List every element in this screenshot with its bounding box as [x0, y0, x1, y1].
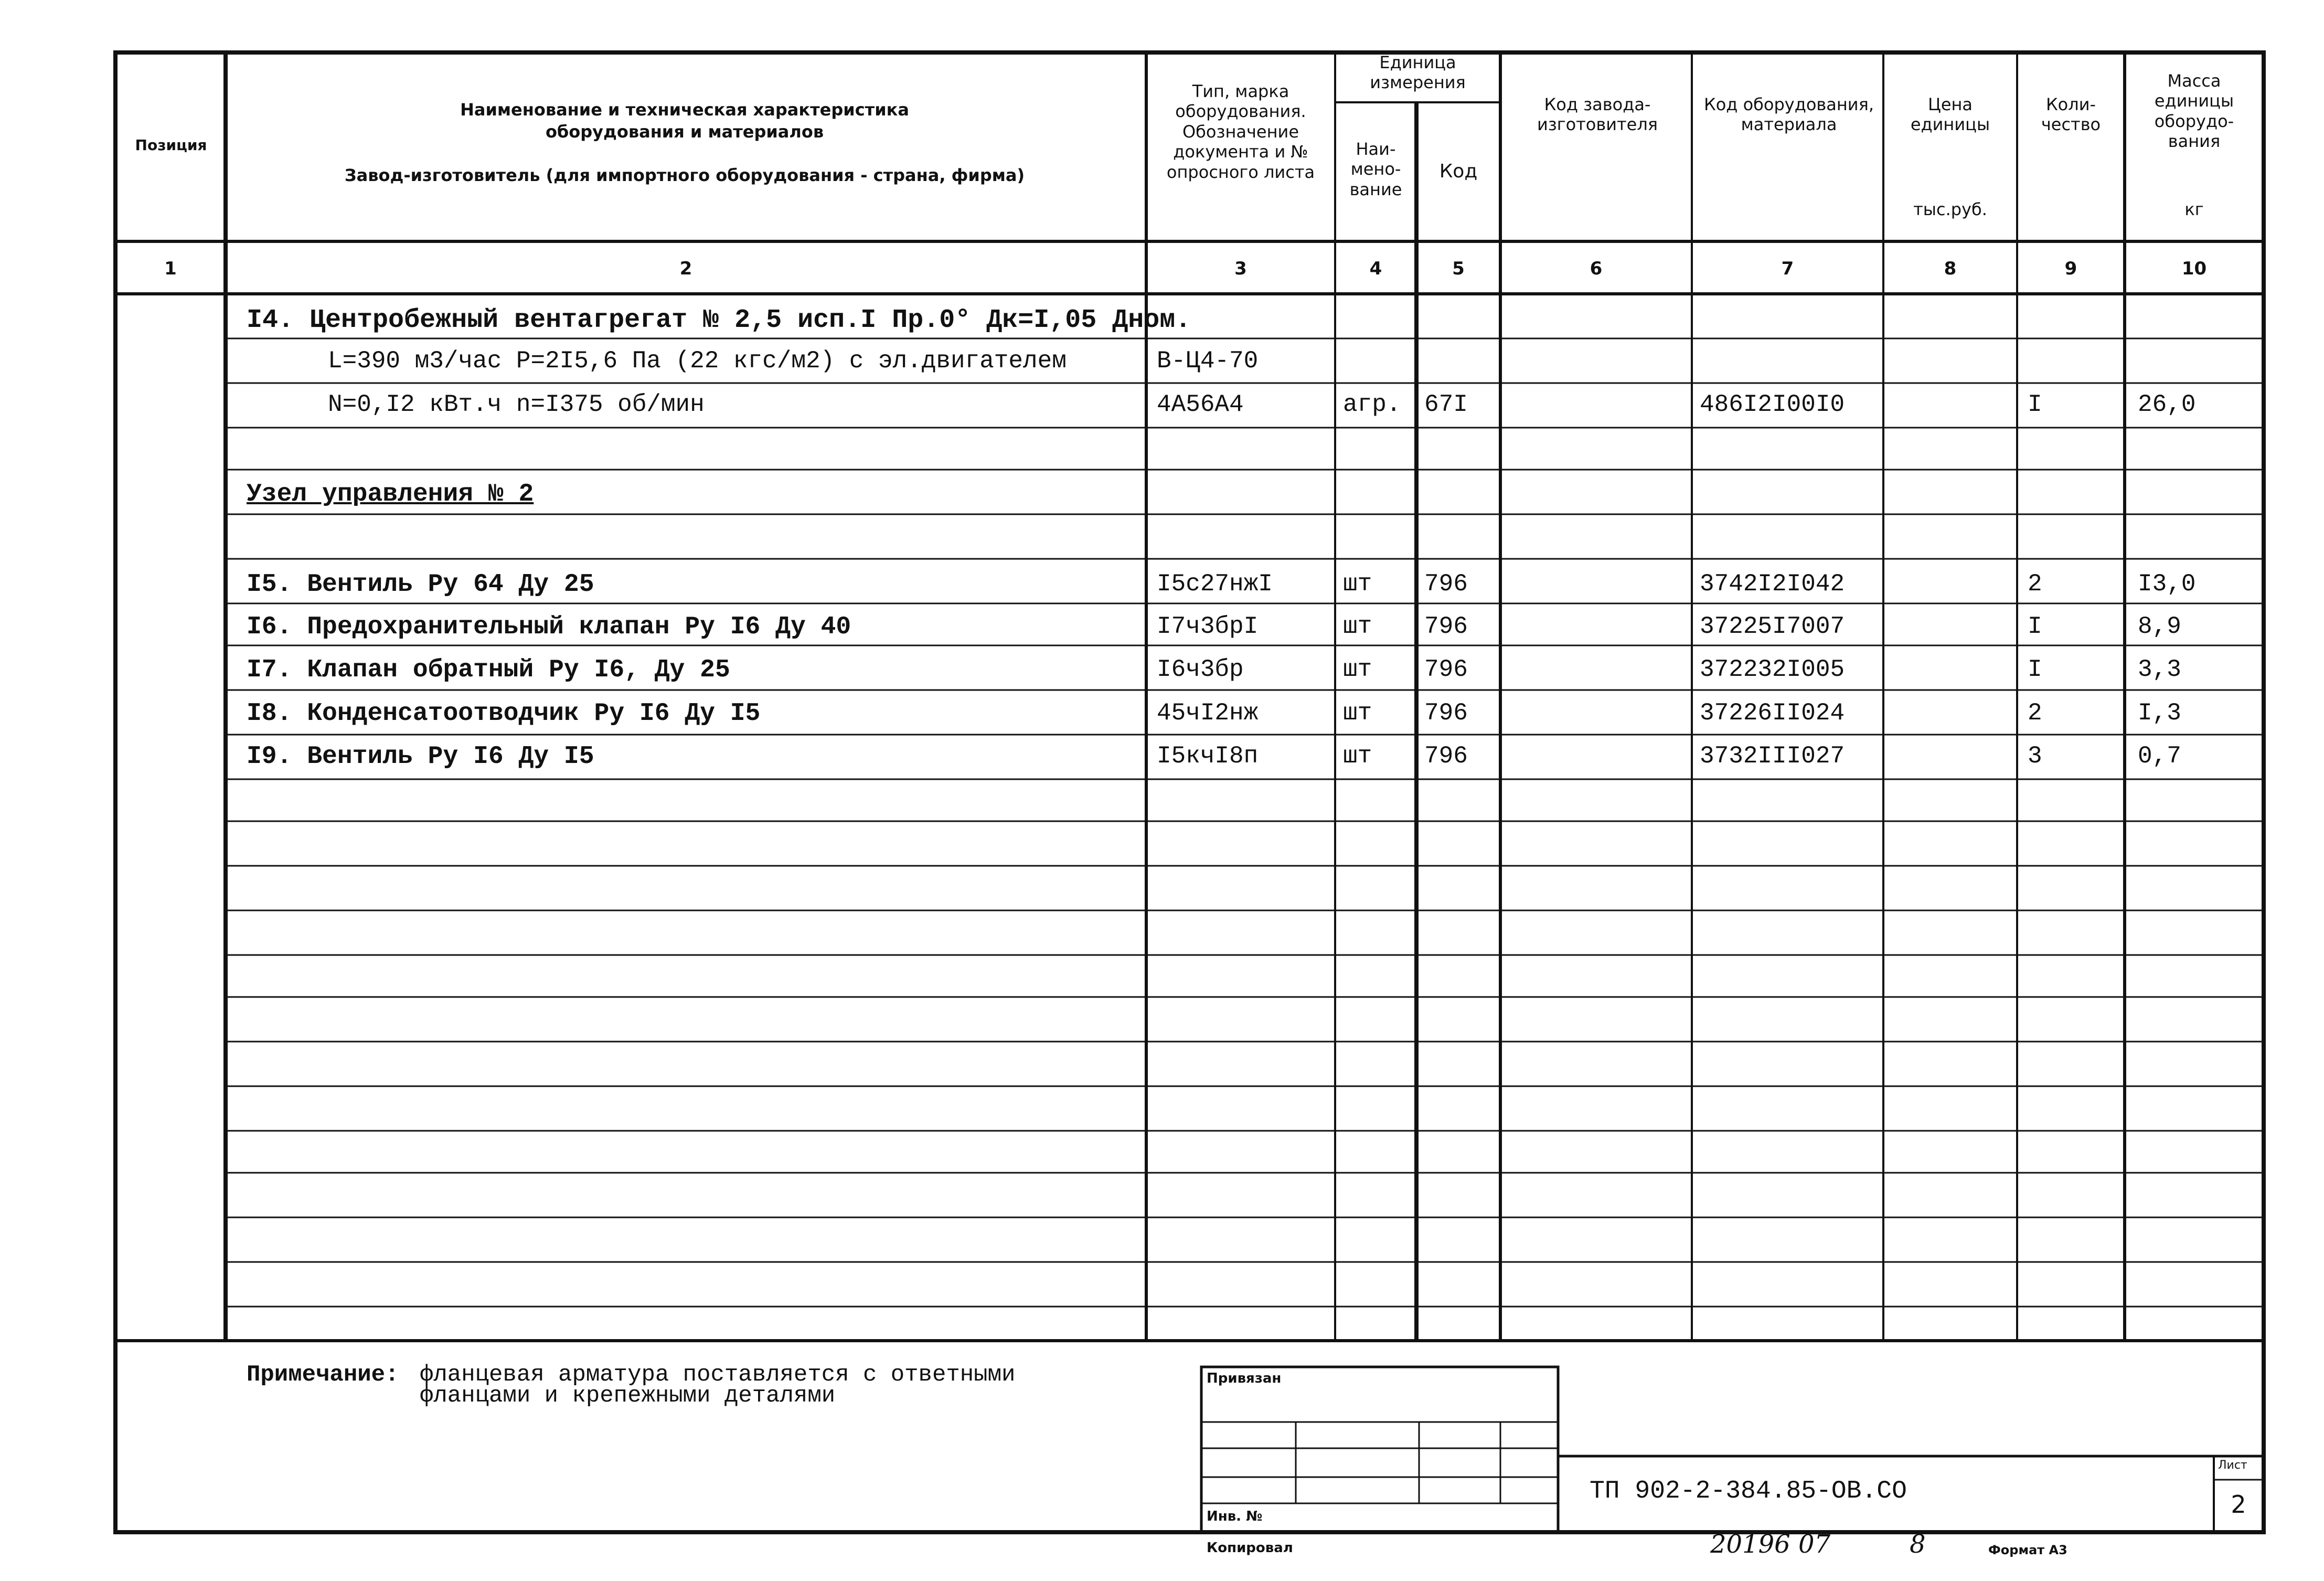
- row-equipment-code: 3742I2I042: [1700, 570, 1845, 598]
- row-mass: 0,7: [2138, 742, 2181, 770]
- column-number: 1: [164, 258, 177, 279]
- row-quantity: I: [2028, 613, 2042, 640]
- row-type: 45чI2нж: [1157, 699, 1259, 727]
- row-name: I7. Клапан обратный Ру I6, Ду 25: [247, 656, 730, 684]
- row-mass: 8,9: [2138, 613, 2181, 640]
- row-equipment-code: 372232I005: [1700, 656, 1845, 683]
- header-unit-group: Единица измерения: [1370, 52, 1466, 93]
- header-name-line1: Наименование и техническая характеристика: [460, 100, 909, 120]
- row-unit: агр.: [1343, 391, 1401, 418]
- row-name: I9. Вентиль Ру I6 Ду I5: [247, 742, 594, 771]
- column-number: 9: [2064, 258, 2077, 279]
- row-name: L=390 м3/час Р=2I5,6 Па (22 кгс/м2) с эл.двигателем: [328, 347, 1067, 375]
- row-unit-code: 796: [1424, 742, 1468, 770]
- header-unit-code: Код: [1439, 161, 1478, 182]
- archive-number: 20196 07: [1710, 1530, 1831, 1559]
- row-type: I5кчI8п: [1157, 742, 1259, 770]
- header-unit-name: Наи- мено- вание: [1349, 139, 1402, 199]
- column-number: 3: [1234, 258, 1247, 279]
- row-type: I7ч3бpI: [1157, 613, 1259, 640]
- row-unit: шт: [1343, 613, 1372, 640]
- document-code: ТП 902-2-384.85-ОВ.СО: [1590, 1477, 1907, 1505]
- row-type: I6ч3бр: [1157, 656, 1244, 683]
- header-equipment-code: Код оборудования, материала: [1703, 94, 1874, 135]
- row-unit-code: 796: [1424, 656, 1468, 683]
- column-number: 8: [1944, 258, 1957, 279]
- format-label: Формат А3: [1988, 1543, 2067, 1557]
- row-mass: I3,0: [2138, 570, 2196, 598]
- column-number: 6: [1590, 258, 1603, 279]
- sheet-number: 2: [2231, 1490, 2246, 1519]
- row-quantity: 3: [2028, 742, 2042, 770]
- sheet-label: Лист: [2218, 1459, 2247, 1472]
- row-mass: 3,3: [2138, 656, 2181, 683]
- column-number: 2: [679, 258, 692, 279]
- row-type: I5с27нжI: [1157, 570, 1273, 598]
- row-quantity: 2: [2028, 570, 2042, 598]
- header-manufacturer: Завод-изготовитель (для импортного оборудования - страна, фирма): [344, 165, 1025, 185]
- header-mass: Масса единицы оборудо- вания: [2154, 71, 2234, 152]
- stamp-extra-number: 8: [1910, 1530, 1926, 1559]
- column-number: 4: [1369, 258, 1382, 279]
- column-number: 10: [2181, 258, 2207, 279]
- row-unit: шт: [1343, 656, 1372, 683]
- note-line1: фланцевая арматура поставляется с ответными: [420, 1362, 1016, 1388]
- row-type: 4А56А4: [1157, 391, 1244, 418]
- row-name: N=0,I2 кВт.ч n=I375 об/мин: [328, 391, 705, 418]
- note-label: Примечание:: [247, 1362, 399, 1388]
- row-unit-code: 796: [1424, 570, 1468, 598]
- header-mass-unit: кг: [2184, 199, 2204, 219]
- row-unit: шт: [1343, 742, 1372, 770]
- stamp-privyazan: Привязан: [1207, 1371, 1282, 1386]
- row-quantity: I: [2028, 656, 2042, 683]
- row-mass: 26,0: [2138, 391, 2196, 418]
- section-title: Узел управления № 2: [247, 480, 534, 508]
- row-name: I6. Предохранительный клапан Ру I6 Ду 40: [247, 613, 851, 641]
- header-position: Позиция: [135, 136, 207, 154]
- row-equipment-code: 486I2I00I0: [1700, 391, 1845, 418]
- row-equipment-code: 37225I7007: [1700, 613, 1845, 640]
- note-line2: фланцами и крепежными деталями: [420, 1383, 836, 1409]
- stamp-inventory: Инв. №: [1207, 1509, 1263, 1524]
- header-price: Цена единицы: [1910, 94, 1990, 135]
- row-quantity: 2: [2028, 699, 2042, 727]
- row-name: I8. Конденсатоотводчик Ру I6 Ду I5: [247, 699, 761, 728]
- row-unit-code: 796: [1424, 699, 1468, 727]
- row-unit-code: 796: [1424, 613, 1468, 640]
- header-maker-code: Код завода- изготовителя: [1537, 94, 1658, 135]
- header-type: Тип, марка оборудования. Обозначение документа и № опросного листа: [1166, 81, 1315, 182]
- row-unit: шт: [1343, 570, 1372, 598]
- row-name: I4. Центробежный вентагрегат № 2,5 исп.I Пр.0° Дк=I,05 Дном.: [247, 305, 1191, 335]
- row-type: В-Ц4-70: [1157, 347, 1259, 375]
- row-equipment-code: 37226II024: [1700, 699, 1845, 727]
- header-quantity: Коли- чество: [2041, 94, 2101, 135]
- column-number: 7: [1781, 258, 1794, 279]
- row-name: I5. Вентиль Ру 64 Ду 25: [247, 570, 594, 599]
- column-number: 5: [1452, 258, 1465, 279]
- row-mass: I,3: [2138, 699, 2181, 727]
- row-quantity: I: [2028, 391, 2042, 418]
- header-price-unit: тыс.руб.: [1913, 199, 1987, 219]
- stamp-kopiroval: Копировал: [1207, 1540, 1293, 1556]
- header-name-line2: оборудования и материалов: [545, 122, 824, 142]
- row-equipment-code: 3732III027: [1700, 742, 1845, 770]
- row-unit: шт: [1343, 699, 1372, 727]
- row-unit-code: 67I: [1424, 391, 1468, 418]
